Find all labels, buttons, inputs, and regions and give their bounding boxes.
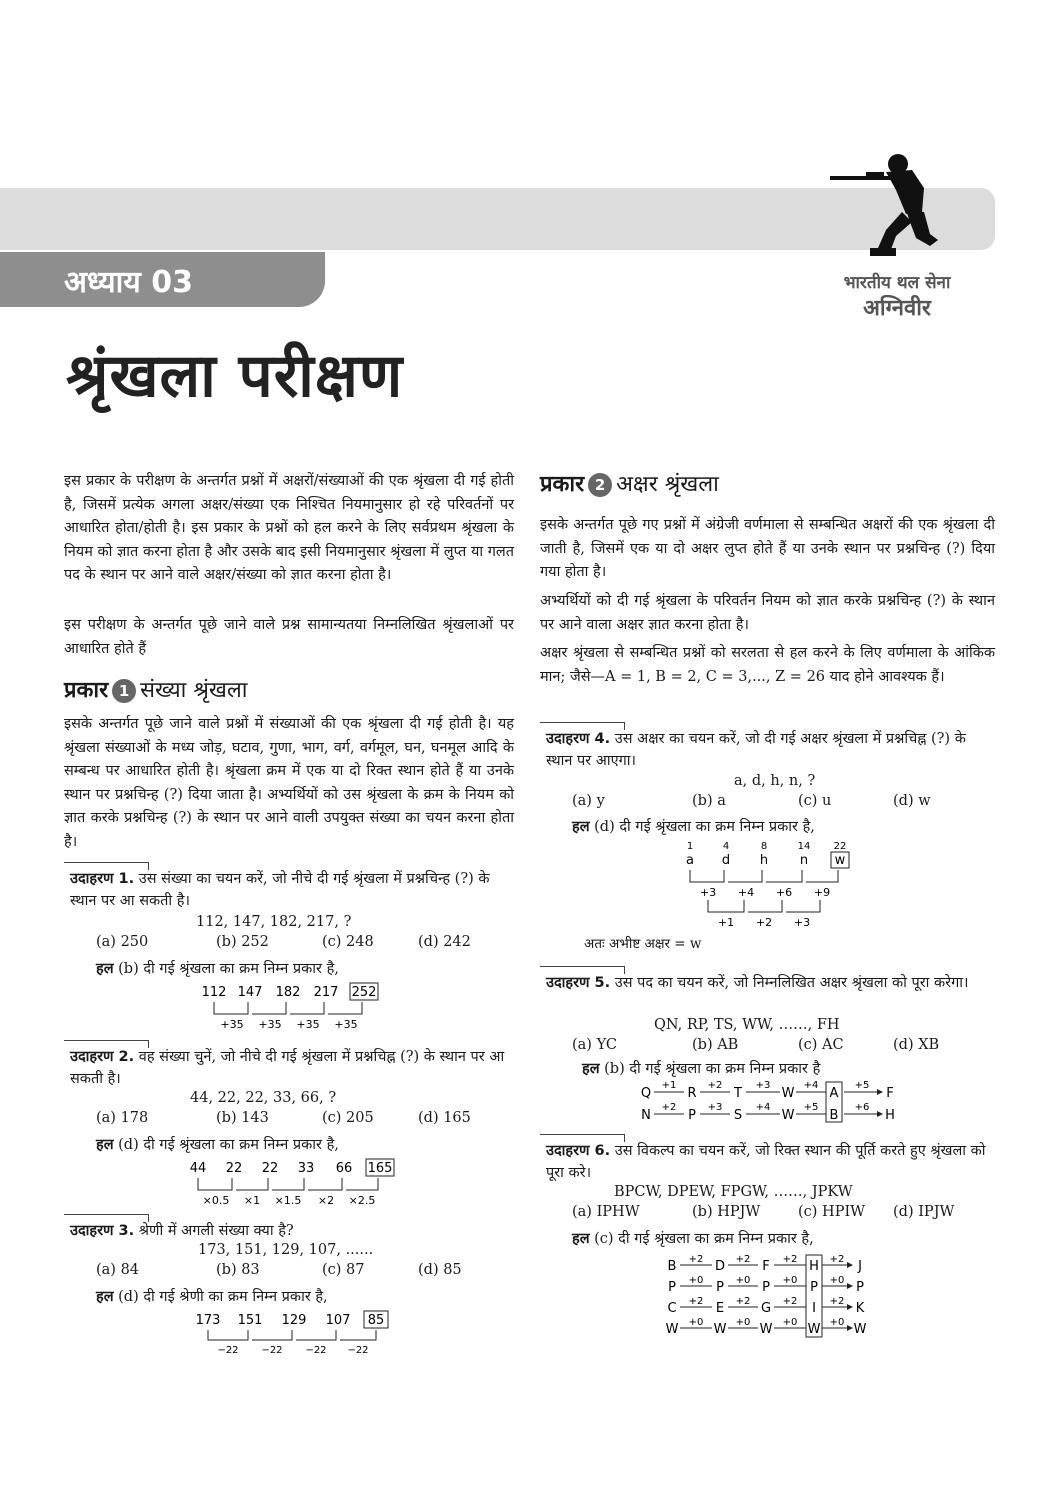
term: 66 [335, 1161, 353, 1176]
diff: +35 [220, 1018, 244, 1031]
example-5-series: QN, RP, TS, WW, ……, FH [654, 1017, 840, 1033]
row-1 [668, 1254, 862, 1274]
example-2-question: उदाहरण 2. वह संख्या चुनें, जो नीचे दी गई श्रृंखला में प्रश्नचिह्न (?) के स्थान पर आ सकती है। [70, 1049, 505, 1087]
term: 173 [195, 1313, 221, 1328]
letter: W [853, 1322, 867, 1337]
op: +2 [829, 1296, 845, 1307]
position: 4 [722, 841, 730, 852]
example-1-series: 112, 147, 182, 217, ? [196, 914, 352, 930]
op: +0 [829, 1317, 845, 1328]
op: +5 [854, 1080, 870, 1091]
example-4-option-a: (a) y [572, 793, 605, 809]
op: +6 [854, 1102, 870, 1113]
chapter-tab [0, 252, 325, 307]
op: +2 [707, 1080, 723, 1091]
example-2-option-d: (d) 165 [418, 1110, 471, 1126]
diff: ×0.5 [202, 1194, 230, 1207]
letter: h [759, 853, 769, 868]
example-2-diagram [186, 1156, 406, 1212]
diff: ×1.5 [274, 1194, 302, 1207]
example-3-option-b: (b) 83 [216, 1262, 260, 1278]
example-3-diagram [194, 1308, 394, 1358]
example-3-question: उदाहरण 3. श्रेणी में अगली संख्या क्या है? [70, 1223, 294, 1239]
op: +3 [707, 1102, 723, 1113]
example-5-solution: हल (b) दी गई श्रृंखला का क्रम निम्न प्रकार है [582, 1061, 821, 1077]
type2-paragraph-1: इसके अन्तर्गत पूछे गए प्रश्नों में अंग्रेजी वर्णमाला से सम्बन्धित अक्षरों की एक श्रृंखला दी जाती है, जिसमें एक या दो अक्षर लुप्त होते हैं या उनके स्थान पर प्रश्नचिन्ह (?) दिया गया होता है। [540, 517, 995, 580]
example-1-diagram [196, 980, 396, 1036]
op: +5 [803, 1102, 819, 1113]
diff: −22 [261, 1345, 283, 1356]
page-title: श्रृंखला परीक्षण [66, 341, 404, 411]
position: 14 [797, 841, 811, 852]
letter: W [781, 1108, 795, 1123]
example-6-option-b: (b) HPJW [692, 1204, 761, 1220]
example-4-answer: अतः अभीष्ट अक्षर = w [584, 936, 702, 952]
letter: n [799, 853, 809, 868]
term: 107 [325, 1313, 351, 1328]
op: +2 [782, 1254, 798, 1265]
example-2-series: 44, 22, 22, 33, 66, ? [190, 1090, 337, 1106]
example-1-option-d: (d) 242 [418, 934, 471, 950]
example-5-option-b: (b) AB [692, 1037, 739, 1053]
example-3-option-d: (d) 85 [418, 1262, 462, 1278]
op: +0 [735, 1317, 751, 1328]
type2-paragraph-3: अक्षर श्रृंखला से सम्बन्धित प्रश्नों को सरलता से हल करने के लिए वर्णमाला के आंकिक मान; जैसे—A = 1, B = 2, C = 3,..., Z = 26 याद होने आवश्यक हैं। [540, 645, 995, 685]
example-5-option-d: (d) XB [893, 1037, 940, 1053]
letter: P [716, 1280, 724, 1295]
letter-answer: A [829, 1086, 839, 1101]
diff2: +1 [717, 916, 735, 929]
row-1 [641, 1080, 894, 1101]
term: 22 [225, 1161, 243, 1176]
example-5-diagram [636, 1078, 906, 1124]
intro-paragraph-2: इस परीक्षण के अन्तर्गत पूछे जाने वाले प्रश्न सामान्यतया निम्नलिखित श्रृंखलाओं पर आधारित होते हैं [64, 617, 514, 657]
letter: W [713, 1322, 727, 1337]
letter-answer: W [807, 1322, 821, 1337]
op: +0 [688, 1317, 704, 1328]
connector-lines [214, 1002, 362, 1014]
type2-heading: प्रकार 2 अक्षर श्रृंखला [540, 472, 719, 497]
example-6-diagram [662, 1252, 882, 1340]
example-1-question: उदाहरण 1. उस संख्या का चयन करें, जो नीचे दी गई श्रृंखला में प्रश्नचिन्ह (?) के स्थान पर आ सकती है। [70, 871, 490, 909]
letter: D [714, 1259, 726, 1274]
example-4-option-d: (d) w [893, 793, 931, 809]
example-3-series: 173, 151, 129, 107, ...... [198, 1242, 374, 1258]
op: +4 [803, 1080, 819, 1091]
term: 112 [201, 985, 227, 1000]
brand-line-1: भारतीय थल सेना [843, 273, 951, 293]
type2-number: 2 [588, 473, 612, 497]
example-1-option-a: (a) 250 [96, 934, 149, 950]
diff: −22 [305, 1345, 327, 1356]
connector-lines [198, 1178, 378, 1190]
example-5-question: उदाहरण 5. उस पद का चयन करें, जो निम्नलिखित अक्षर श्रृंखला को पूरा करेगा। [546, 975, 969, 991]
example-1-option-c: (c) 248 [322, 934, 374, 950]
op: +2 [661, 1102, 677, 1113]
diff: +6 [775, 886, 793, 899]
letter: C [667, 1301, 677, 1316]
letter-answer: H [809, 1259, 819, 1274]
diff: +35 [334, 1018, 358, 1031]
diff: −22 [347, 1345, 369, 1356]
letter: W [759, 1322, 773, 1337]
letter: d [721, 853, 731, 868]
brand-line-2: अग्निवीर [863, 296, 931, 321]
term: 151 [237, 1313, 263, 1328]
letter: Q [640, 1086, 652, 1101]
op: +2 [735, 1296, 751, 1307]
term: 147 [237, 985, 263, 1000]
diff: ×1 [243, 1194, 261, 1207]
letter: G [760, 1301, 772, 1316]
letter: F [886, 1086, 894, 1101]
letter: T [734, 1086, 742, 1101]
op: +3 [755, 1080, 771, 1091]
op: +2 [829, 1254, 845, 1265]
example-5-option-a: (a) YC [572, 1037, 617, 1053]
position: 22 [833, 841, 847, 852]
example-6-series: BPCW, DPEW, FPGW, ……, JPKW [614, 1184, 853, 1200]
op: +0 [782, 1317, 798, 1328]
example-6-question: उदाहरण 6. उस विकल्प का चयन करें, जो रिक्त स्थान की पूर्ति करते हुए श्रृंखला को पूरा करे। [546, 1143, 986, 1181]
row-4 [666, 1317, 867, 1337]
op: +2 [782, 1296, 798, 1307]
letter: a [686, 853, 694, 868]
op: +0 [829, 1275, 845, 1286]
type2-paragraph-2: अभ्यर्थियों को दी गई श्रृंखला के परिवर्तन नियम को ज्ञात करके प्रश्नचिन्ह (?) के स्थान पर आने वाला अक्षर ज्ञात करना होता है। [540, 593, 995, 633]
position: 1 [686, 841, 694, 852]
term: 22 [261, 1161, 279, 1176]
term-answer: 85 [367, 1313, 385, 1328]
type1-paragraph: इसके अन्तर्गत पूछे जाने वाले प्रश्नों में संख्याओं की एक श्रृंखला दी गई होती है। यह श्रृंखला संख्याओं के मध्य जोड़, घटाव, गुणा, भाग, वर्ग, वर्गमूल, घन, घनमूल आदि के सम्बन्ध पर आधारित होती है। श्रृंखला क्रम में एक या दो रिक्त स्थान होते हैं या उनके स्थान पर प्रश्नचिन्ह (?) दिया जाता है। अभ्यर्थियों को उस श्रृंखला के क्रम के नियम को ज्ञात करके प्रश्नचिन्ह (?) के स्थान पर आने वाली उपयुक्त संख्या का चयन करना होता है। [64, 716, 514, 850]
soldier-icon [826, 150, 944, 266]
example-2-solution: हल (d) दी गई श्रृंखला का क्रम निम्न प्रकार है, [96, 1137, 339, 1153]
term: 217 [313, 985, 339, 1000]
example-4-option-b: (b) a [692, 793, 726, 809]
diff: +4 [737, 886, 755, 899]
term: 129 [281, 1313, 307, 1328]
example-2-option-c: (c) 205 [322, 1110, 374, 1126]
letter: F [762, 1259, 770, 1274]
op: +2 [688, 1296, 704, 1307]
example-1-option-b: (b) 252 [216, 934, 269, 950]
example-6-option-d: (d) IPJW [893, 1204, 955, 1220]
example-3-option-a: (a) 84 [96, 1262, 140, 1278]
type1-number: 1 [112, 679, 136, 703]
op: +4 [755, 1102, 771, 1113]
example-6-option-a: (a) IPHW [572, 1204, 640, 1220]
letter: K [855, 1301, 865, 1316]
letter: P [762, 1280, 770, 1295]
position: 8 [760, 841, 768, 852]
diff2: +2 [755, 916, 773, 929]
op: +0 [735, 1275, 751, 1286]
connector-lines-2 [708, 900, 820, 912]
letter-answer: I [812, 1301, 816, 1316]
letter: P [668, 1280, 676, 1295]
example-6-option-c: (c) HPIW [798, 1204, 866, 1220]
example-4-question: उदाहरण 4. उस अक्षर का चयन करें, जो दी गई अक्षर श्रृंखला में प्रश्नचिह्न (?) के स्थान पर आएगा। [546, 731, 966, 769]
letter: S [733, 1108, 743, 1123]
chapter-label: अध्याय 03 [64, 265, 193, 300]
example-5-option-c: (c) AC [798, 1037, 844, 1053]
letter-answer: w [834, 853, 846, 868]
row-2 [668, 1275, 864, 1295]
row-2 [641, 1102, 895, 1123]
letter: J [858, 1259, 862, 1274]
diff: +9 [813, 886, 831, 899]
op: +2 [735, 1254, 751, 1265]
term-answer: 165 [367, 1161, 393, 1176]
letter: W [781, 1086, 795, 1101]
diff: +35 [296, 1018, 320, 1031]
letter: P [856, 1280, 864, 1295]
type1-heading: प्रकार 1 संख्या श्रृंखला [64, 678, 248, 703]
letter: N [641, 1108, 651, 1123]
term: 33 [297, 1161, 315, 1176]
diff: +35 [258, 1018, 282, 1031]
letter: P [688, 1108, 696, 1123]
letter: B [667, 1259, 677, 1274]
letter: R [687, 1086, 697, 1101]
connector-lines [208, 1330, 376, 1340]
diff2: +3 [793, 916, 811, 929]
letter: H [885, 1108, 895, 1123]
letter: W [665, 1322, 679, 1337]
example-3-solution: हल (d) दी गई श्रेणी का क्रम निम्न प्रकार है, [96, 1289, 328, 1305]
example-2-option-a: (a) 178 [96, 1110, 149, 1126]
diff: +3 [699, 886, 717, 899]
example-4-solution: हल (d) दी गई श्रृंखला का क्रम निम्न प्रकार है, [572, 819, 815, 835]
example-4-diagram [680, 838, 860, 934]
example-3-option-c: (c) 87 [322, 1262, 365, 1278]
letter-answer: B [829, 1108, 839, 1123]
term: 182 [275, 985, 301, 1000]
example-1-solution: हल (b) दी गई श्रृंखला का क्रम निम्न प्रकार है, [96, 961, 339, 977]
op: +2 [688, 1254, 704, 1265]
row-3 [667, 1296, 864, 1316]
example-4-series: a, d, h, n, ? [734, 773, 816, 789]
letter-answer: P [810, 1280, 818, 1295]
op: +0 [688, 1275, 704, 1286]
connector-lines-1 [690, 870, 838, 882]
example-6-solution: हल (c) दी गई श्रृंखला का क्रम निम्न प्रकार है, [572, 1231, 814, 1247]
diff: ×2 [317, 1194, 335, 1207]
example-2-option-b: (b) 143 [216, 1110, 269, 1126]
diff: ×2.5 [348, 1194, 376, 1207]
op: +0 [782, 1275, 798, 1286]
op: +1 [661, 1080, 677, 1091]
term: 44 [189, 1161, 207, 1176]
term-answer: 252 [351, 985, 377, 1000]
letter: E [715, 1301, 725, 1316]
example-4-option-c: (c) u [798, 793, 832, 809]
diff: −22 [217, 1345, 239, 1356]
intro-paragraph-1: इस प्रकार के परीक्षण के अन्तर्गत प्रश्नों में अक्षरों/संख्याओं की एक श्रृंखला दी गई होती है, जिसमें प्रत्येक अगला अक्षर/संख्या एक निश्चित नियमानुसार हो रहे परिवर्तनों पर आधारित होता/होती है। इस प्रकार के प्रश्नों को हल करने के लिए सर्वप्रथम श्रृंखला के नियम को ज्ञात करना होता है और उसके बाद इसी नियमानुसार श्रृंखला में लुप्त या गलत पद के स्थान पर आने वाले अक्षर/संख्या को ज्ञात करना होता है। [64, 473, 514, 583]
